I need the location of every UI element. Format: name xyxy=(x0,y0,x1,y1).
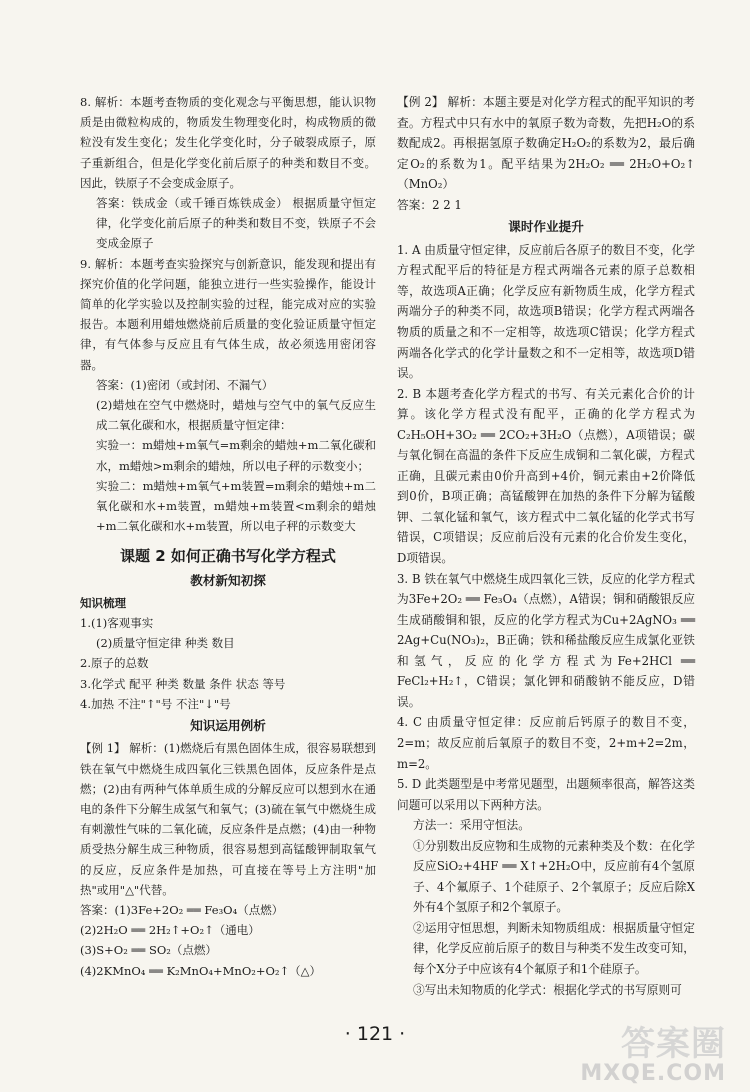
homework-answer-4: 4. C 由质量守恒定律：反应前后钙原子的数目不变，2=m；故反应前后氧原子的数目不变，2+m+2=2m，m=2。 xyxy=(397,715,695,771)
knowledge-item: 3.化学式 配平 种类 数量 条件 状态 等号 xyxy=(80,676,286,691)
left-column xyxy=(80,92,376,981)
knowledge-label: 知识梳理 xyxy=(80,595,126,610)
section-new-knowledge: 教材新知初探 xyxy=(190,572,266,588)
example-2-analysis: 【例 2】 解析：本题主要是对化学方程式的配平知识的考查。方程式中只有水中的氧原子数为奇数，先把H₂O的系数配成2。再根据氢原子数确定H₂O₂的系数为2，最后确定O₂的系数为1。配平结果为2H₂O₂ ══ 2H₂O+O₂↑（MnO₂） xyxy=(397,95,695,192)
lesson-title: 课题 2 如何正确书写化学方程式 xyxy=(120,547,336,566)
watermark-logo: 答案圈 xyxy=(621,1024,726,1064)
page-number: · 121 · xyxy=(344,1023,406,1045)
homework-answer-2: 2. B 本题考查化学方程式的书写、有关元素化合价的计算。该化学方程式没有配平，正确的化学方程式为C₂H₅OH+3O₂ ══ 2CO₂+3H₂O（点燃），A项错误；碳与氧化铜在高温的条件下反应生成铜和二氧化碳，方程式正确，且碳元素由0价升高到+4价，铜元素由+2价降低到0价，B项正确；高锰酸钾在加热的条件下分解为锰酸钾、二氧化锰和氧气，该方程式中二氧化锰的化学式书写错误，C项错误；反应前后没有元素的化合价发生变化，D项错误。 xyxy=(397,386,695,566)
homework-answer-5-step: ②运用守恒思想，判断未知物质组成：根据质量守恒定律，化学反应前后原子的数目与种类不发生改变可知，每个X分子中应该有4个氟原子和1个硅原子。 xyxy=(413,920,695,976)
watermark xyxy=(580,1024,726,1086)
homework-answer-5-step: ③写出未知物质的化学式：根据化学式的书写原则可 xyxy=(413,982,682,997)
answer-8-analysis: 8. 解析：本题考查物质的变化观念与平衡思想，能认识物质是由微粒构成的，物质发生物理变化时，构成物质的微粒没有发生变化；发生化学变化时，分子破裂成原子，原子重新组合，但是化学变化前后原子的种类和数目不变。因此，铁原子不会变成金原子。 xyxy=(80,95,376,190)
example-1-answer: 答案：(1)3Fe+2O₂ ══ Fe₃O₄（点燃） xyxy=(80,902,284,917)
knowledge-item: 2.原子的总数 xyxy=(80,656,149,671)
homework-answer-5-method: 方法一：采用守恒法。 xyxy=(413,818,530,833)
section-application: 知识运用例析 xyxy=(190,718,266,734)
watermark-url: MXQE.COM xyxy=(580,1061,726,1086)
knowledge-item: 4.加热 不注"↑"号 不注"↓"号 xyxy=(80,696,231,711)
homework-answer-5-step: ①分别数出反应物和生成物的元素种类及个数：在化学反应SiO₂+4HF ══ X↑+2H₂O中，反应前有4个氢原子、4个氟原子、1个硅原子、2个氧原子；反应后除X外有4个氢原子和2个氧原子。 xyxy=(413,838,695,915)
right-column xyxy=(397,92,695,1000)
answer-8-answer: 答案：铁成金（或千锤百炼铁成金） 根据质量守恒定律，化学变化前后原子的种类和数目不变，铁原子不会变成金原子 xyxy=(96,196,376,251)
answer-9-part1: 答案：(1)密闭（或封闭、不漏气） xyxy=(96,377,274,392)
answer-9-analysis: 9. 解析：本题考查实验探究与创新意识，能发现和提出有探究价值的化学问题，能独立进行一些实验操作，能设计简单的化学实验以及控制实验的过程，能完成对应的实验报告。本题利用蜡烛燃烧前后质量的变化验证质量守恒定律，有气体参与反应且有气体生成，故必须选用密闭容器。 xyxy=(80,256,376,372)
example-1-answer: (3)S+O₂ ══ SO₂（点燃） xyxy=(80,943,217,958)
homework-answer-5: 5. D 此类题型是中考常见题型，出题频率很高，解答这类问题可以采用以下两种方法。 xyxy=(397,777,695,812)
answer-9-experiment1: 实验一：m蜡烛+m氧气=m剩余的蜡烛+m二氧化碳和水，m蜡烛>m剩余的蜡烛，所以电子秤的示数变小； xyxy=(96,438,376,473)
example-2-answer: 答案：2 2 1 xyxy=(397,197,462,212)
homework-answer-1: 1. A 由质量守恒定律，反应前后各原子的数目不变，化学方程式配平后的特征是方程式两端各元素的原子总数相等，故选项A正确；化学反应有新物质生成，化学方程式两端分子的种类不同，故选项B错误；化学方程式两端各物质的质量之和不一定相等，故选项C错误；化学方程式两端各化学式的化学计量数之和不一定相等，故选项D错误。 xyxy=(397,242,695,381)
knowledge-item: (2)质量守恒定律 种类 数目 xyxy=(96,636,235,651)
example-1-answer: (2)2H₂O ══ 2H₂↑+O₂↑（通电） xyxy=(80,923,260,938)
answer-9-experiment2: 实验二：m蜡烛+m氧气+m装置=m剩余的蜡烛+m二氧化碳和水+m装置，m蜡烛+m装置<m剩余的蜡烛+m二氧化碳和水+m装置，所以电子秤的示数变大 xyxy=(96,478,376,534)
example-1-analysis: 【例 1】 解析：(1)燃烧后有黑色固体生成，很容易联想到铁在氧气中燃烧生成四氧化三铁黑色固体，反应条件是点燃；(2)由有两种气体单质生成的分解反应可以想到水在通电的条件下分解生成氢气和氧气；(3)硫在氧气中燃烧生成有刺激性气味的二氧化硫，反应条件是点燃；(4)由一种物质受热分解生成三种物质，很容易想到高锰酸钾制取氧气的反应，反应条件是加热，可直接在等号上方注明"加热"或用"△"代替。 xyxy=(80,741,376,897)
answer-9-part2: (2)蜡烛在空气中燃烧时，蜡烛与空气中的氧气反应生成二氧化碳和水，根据质量守恒定律： xyxy=(96,398,376,433)
homework-answer-3: 3. B 铁在氧气中燃烧生成四氧化三铁，反应的化学方程式为3Fe+2O₂ ══ Fe₃O₄（点燃），A错误；铜和硝酸银反应生成硝酸铜和银，反应的化学方程式为Cu+2AgNO₃ ══ 2Ag+Cu(NO₃)₂，B正确；铁和稀盐酸反应生成氯化亚铁和氢气，反应的化学方程式为Fe+2HCl ══ FeCl₂+H₂↑，C错误；氯化钾和硝酸钠不能反应，D错误。 xyxy=(397,571,695,709)
knowledge-item: 1.(1)客观事实 xyxy=(80,616,154,631)
example-1-answer: (4)2KMnO₄ ══ K₂MnO₄+MnO₂+O₂↑（△） xyxy=(80,963,322,978)
section-homework: 课时作业提升 xyxy=(508,219,584,235)
